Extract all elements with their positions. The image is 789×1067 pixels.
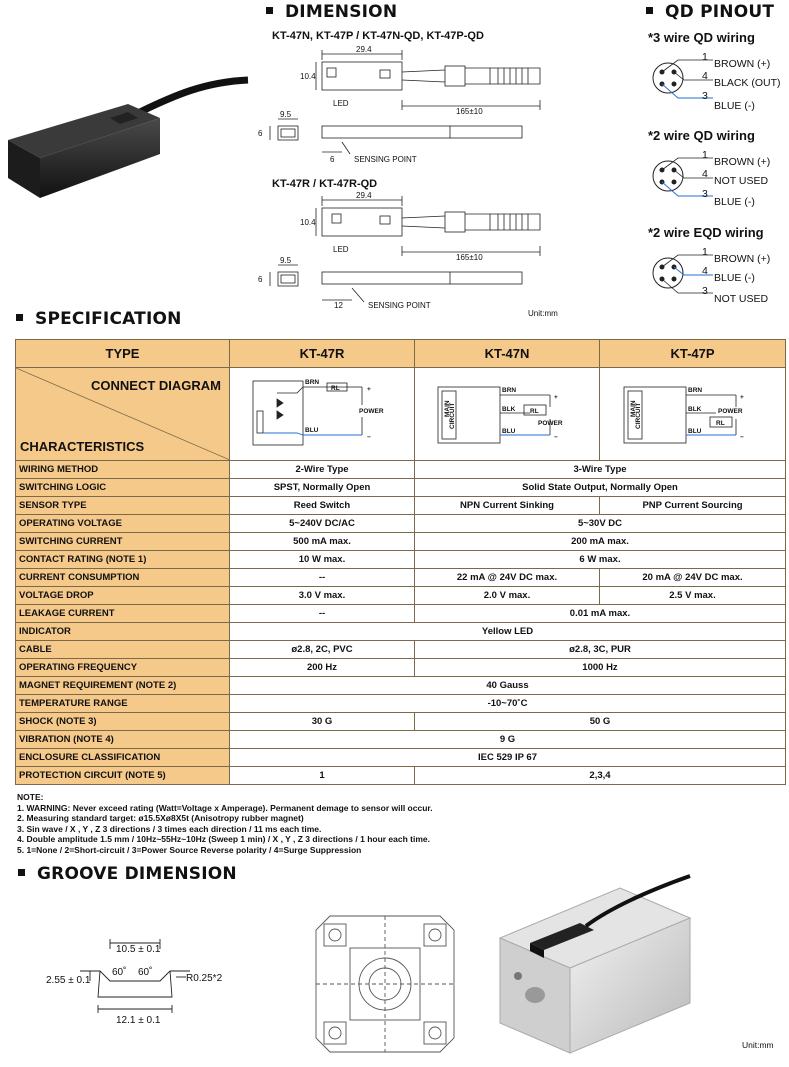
groove-angle-right: 60˚: [138, 967, 153, 978]
note-line: 2. Measuring standard target: ø15.5Xø8X5t (Anisotropy rubber magnet): [17, 813, 304, 824]
v2-end-width-label: 9.5: [280, 256, 292, 265]
v2-led-label: LED: [333, 245, 349, 254]
specification-table: [15, 339, 786, 785]
v2-sense-offset-label: 12: [334, 301, 343, 310]
dimension-drawing-variant2: [250, 190, 560, 320]
circuit-label: CIRCUIT: [449, 402, 456, 429]
rl-label: RL: [530, 407, 539, 415]
v1-cable-label: 165±10: [456, 107, 483, 116]
blu-label: BLU: [502, 427, 516, 435]
power-label: POWER: [359, 407, 384, 415]
pin-label: BROWN (+): [714, 253, 771, 265]
notes-heading: NOTE:: [17, 792, 44, 802]
dimension-unit: Unit:mm: [528, 309, 558, 318]
pin-label: BLUE (-): [714, 272, 755, 284]
cell-all: 40 Gauss: [230, 677, 786, 695]
table-row: [16, 533, 786, 551]
rl-label: RL: [715, 419, 725, 427]
pin-number: 1: [702, 51, 708, 63]
diagram-kt47r: [230, 368, 415, 461]
dimension-drawing-variant1: [250, 44, 560, 174]
v2-cable-label: 165±10: [456, 253, 483, 262]
table-row: [16, 731, 786, 749]
blk-label: BLK: [502, 405, 516, 413]
pinout-group-2: [648, 128, 788, 208]
pin-number: 4: [702, 70, 708, 82]
minus-label: −: [739, 433, 744, 441]
table-row: [16, 515, 786, 533]
row-label: OPERATING VOLTAGE: [16, 515, 230, 533]
cell-kt47r: 3.0 V max.: [230, 587, 415, 605]
cell-kt47np: 200 mA max.: [415, 533, 786, 551]
row-label: CURRENT CONSUMPTION: [16, 569, 230, 587]
cell-kt47p: 2.5 V max.: [600, 587, 786, 605]
row-label: VIBRATION (NOTE 4): [16, 731, 230, 749]
pin-label: NOT USED: [714, 293, 769, 305]
type-kt47n: KT-47N: [415, 340, 600, 368]
pin-number: 1: [702, 246, 708, 258]
row-label: CONTACT RATING (NOTE 1): [16, 551, 230, 569]
blk-label: BLK: [687, 405, 701, 413]
groove-title: GROOVE DIMENSION: [18, 864, 237, 884]
power-label: POWER: [717, 407, 743, 415]
cell-kt47np: 5~30V DC: [415, 515, 786, 533]
table-row: [16, 713, 786, 731]
cell-all: 9 G: [230, 731, 786, 749]
cell-kt47p: PNP Current Sourcing: [600, 497, 786, 515]
plus-label: +: [367, 385, 371, 393]
notes-block: [17, 792, 777, 856]
plus-label: +: [739, 393, 744, 401]
v1-end-height-label: 6: [258, 129, 263, 138]
row-label: ENCLOSURE CLASSIFICATION: [16, 749, 230, 767]
pinout-group-heading: *2 wire EQD wiring: [648, 225, 764, 240]
row-label: LEAKAGE CURRENT: [16, 605, 230, 623]
cell-all: IEC 529 IP 67: [230, 749, 786, 767]
groove-top-width: 10.5 ± 0.1: [116, 944, 161, 955]
pin-number: 1: [702, 149, 708, 161]
diagram-kt47n: [415, 368, 600, 461]
pin-label: BLUE (-): [714, 100, 755, 112]
connect-diagram-label: CONNECT DIAGRAM: [91, 378, 221, 393]
pin-number: 4: [702, 265, 708, 277]
table-row: [16, 749, 786, 767]
dimension-variant2-title: KT-47R / KT-47R-QD: [272, 178, 378, 190]
connect-diagram-row: [16, 368, 786, 461]
pin-label: BLACK (OUT): [714, 77, 781, 89]
cell-kt47r: --: [230, 569, 415, 587]
groove-bottom-width: 12.1 ± 0.1: [116, 1015, 161, 1025]
table-row: [16, 479, 786, 497]
cell-kt47r: 5~240V DC/AC: [230, 515, 415, 533]
table-row: [16, 695, 786, 713]
diagram-label-cell: [16, 368, 230, 461]
plus-label: +: [554, 393, 558, 401]
type-kt47p: KT-47P: [600, 340, 786, 368]
cell-all: Yellow LED: [230, 623, 786, 641]
pnp-circuit: [618, 373, 768, 453]
cell-kt47np: 1000 Hz: [415, 659, 786, 677]
v2-sensing-point-label: SENSING POINT: [368, 301, 431, 310]
v1-end-width-label: 9.5: [280, 110, 292, 119]
note-line: 5. 1=None / 2=Short-circuit / 3=Power Source Reverse polarity / 4=Surge Suppression: [17, 844, 362, 855]
pin-label: BROWN (+): [714, 156, 771, 168]
v1-led-label: LED: [333, 99, 349, 108]
npn-circuit: [432, 373, 582, 453]
cell-kt47n: NPN Current Sinking: [415, 497, 600, 515]
minus-label: −: [554, 433, 558, 441]
brn-label: BRN: [305, 378, 320, 386]
row-label: TEMPERATURE RANGE: [16, 695, 230, 713]
v2-length-label: 29.4: [356, 191, 372, 200]
row-label: SWITCHING LOGIC: [16, 479, 230, 497]
row-label: VOLTAGE DROP: [16, 587, 230, 605]
rl-label: RL: [331, 384, 340, 392]
table-header-row: [16, 340, 786, 368]
pin-label: BROWN (+): [714, 58, 771, 70]
pin-label: NOT USED: [714, 175, 769, 187]
pinout-group-1: [648, 30, 788, 112]
note-line: 3. Sin wave / X , Y , Z 3 directions / 3 times each direction / 11 ms each time.: [17, 823, 322, 834]
cell-kt47r: 2-Wire Type: [230, 461, 415, 479]
sensor-photo: [0, 70, 250, 210]
characteristics-label: CHARACTERISTICS: [20, 439, 145, 454]
cell-kt47np: 3-Wire Type: [415, 461, 786, 479]
circuit-label: CIRCUIT: [634, 402, 642, 429]
cell-kt47r: 500 mA max.: [230, 533, 415, 551]
cell-kt47np: 6 W max.: [415, 551, 786, 569]
pin-number: 3: [702, 188, 708, 200]
cell-kt47r: 10 W max.: [230, 551, 415, 569]
blu-label: BLU: [305, 426, 319, 434]
cell-kt47np: 2,3,4: [415, 767, 786, 785]
main-label: MAIN: [444, 399, 451, 417]
groove-radius: R0.25*2: [186, 973, 223, 984]
cylinder-mounted-sensor-illustration: [490, 868, 730, 1058]
cell-kt47r: Reed Switch: [230, 497, 415, 515]
table-row: [16, 461, 786, 479]
table-row: [16, 605, 786, 623]
note-line: 1. WARNING: Never exceed rating (Watt=Voltage x Amperage). Permanent demage to sensor will occur.: [17, 802, 433, 813]
cell-all: -10~70˚C: [230, 695, 786, 713]
cell-kt47np: 50 G: [415, 713, 786, 731]
pinout-group-heading: *3 wire QD wiring: [648, 30, 755, 45]
cell-kt47r: 30 G: [230, 713, 415, 731]
cell-kt47r: 200 Hz: [230, 659, 415, 677]
type-header: TYPE: [16, 340, 230, 368]
diagram-kt47p: [600, 368, 786, 461]
brn-label: BRN: [502, 386, 517, 394]
specification-title: SPECIFICATION: [16, 309, 182, 329]
cell-kt47r: ø2.8, 2C, PVC: [230, 641, 415, 659]
table-row: [16, 587, 786, 605]
table-row: [16, 497, 786, 515]
cell-kt47n: 2.0 V max.: [415, 587, 600, 605]
pin-number: 3: [702, 285, 708, 297]
table-row: [16, 551, 786, 569]
pin-number: 3: [702, 90, 708, 102]
cell-kt47n: 22 mA @ 24V DC max.: [415, 569, 600, 587]
row-label: CABLE: [16, 641, 230, 659]
pinout-group-3: [648, 225, 788, 305]
row-label: SHOCK (NOTE 3): [16, 713, 230, 731]
pin-number: 4: [702, 168, 708, 180]
cell-kt47np: 0.01 mA max.: [415, 605, 786, 623]
cell-kt47np: ø2.8, 3C, PUR: [415, 641, 786, 659]
row-label: MAGNET REQUIREMENT (NOTE 2): [16, 677, 230, 695]
table-row: [16, 767, 786, 785]
minus-label: −: [367, 433, 371, 441]
v1-sensing-point-label: SENSING POINT: [354, 155, 417, 164]
table-row: [16, 677, 786, 695]
blu-label: BLU: [687, 427, 701, 435]
groove-profile-drawing: [40, 935, 240, 1025]
row-label: SWITCHING CURRENT: [16, 533, 230, 551]
cell-kt47r: 1: [230, 767, 415, 785]
row-label: INDICATOR: [16, 623, 230, 641]
power-label: POWER: [538, 419, 563, 427]
table-row: [16, 641, 786, 659]
pinout-group-heading: *2 wire QD wiring: [648, 128, 755, 143]
row-label: SENSOR TYPE: [16, 497, 230, 515]
cylinder-end-drawing: [310, 910, 460, 1058]
note-line: 4. Double amplitude 1.5 mm / 10Hz~55Hz~10Hz (Sweep 1 min) / X , Y , Z 3 directions / 1 hour each time.: [17, 834, 431, 845]
groove-angle-left: 60˚: [112, 967, 127, 978]
v1-length-label: 29.4: [356, 45, 372, 54]
cell-kt47r: --: [230, 605, 415, 623]
groove-unit: Unit:mm: [742, 1040, 774, 1050]
main-label: MAIN: [629, 399, 637, 417]
v2-end-height-label: 6: [258, 275, 263, 284]
v1-height-label: 10.4: [300, 72, 316, 81]
cell-kt47np: Solid State Output, Normally Open: [415, 479, 786, 497]
reed-switch-circuit: [247, 373, 397, 453]
dimension-variant1-title: KT-47N, KT-47P / KT-47N-QD, KT-47P-QD: [272, 30, 484, 42]
v1-sense-offset-label: 6: [330, 155, 335, 164]
pin-label: BLUE (-): [714, 196, 755, 208]
table-row: [16, 659, 786, 677]
cell-kt47p: 20 mA @ 24V DC max.: [600, 569, 786, 587]
row-label: PROTECTION CIRCUIT (NOTE 5): [16, 767, 230, 785]
row-label: OPERATING FREQUENCY: [16, 659, 230, 677]
type-kt47r: KT-47R: [230, 340, 415, 368]
pinout-title: QD PINOUT: [646, 2, 774, 22]
table-row: [16, 569, 786, 587]
dimension-title: DIMENSION: [266, 2, 397, 22]
cell-kt47r: SPST, Normally Open: [230, 479, 415, 497]
brn-label: BRN: [687, 386, 702, 394]
v2-height-label: 10.4: [300, 218, 316, 227]
table-row: [16, 623, 786, 641]
row-label: WIRING METHOD: [16, 461, 230, 479]
groove-depth: 2.55 ± 0.1: [46, 975, 91, 986]
